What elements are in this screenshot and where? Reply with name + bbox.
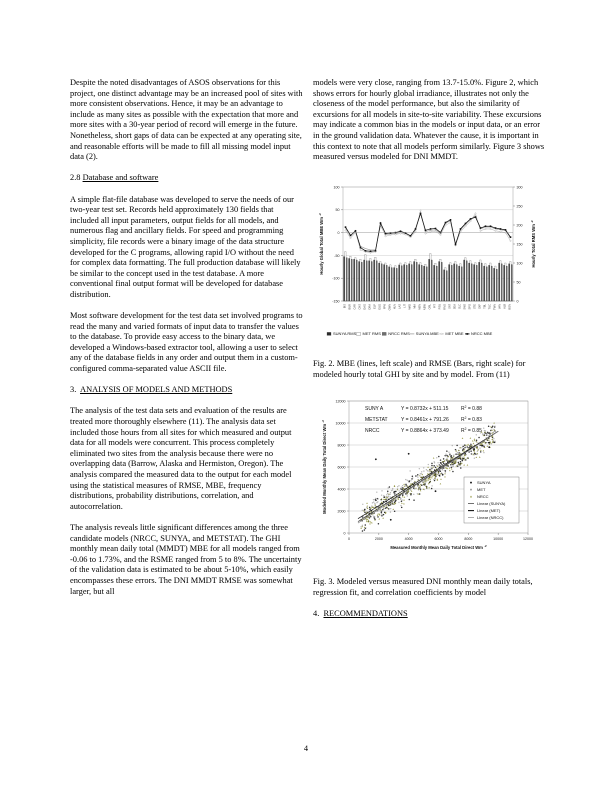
svg-text:NRCC MBE: NRCC MBE [471,331,493,337]
svg-text:NRCC: NRCC [365,428,380,435]
section-title: RECOMMENDATIONS [323,608,408,618]
svg-text:Linear (SUNYA): Linear (SUNYA) [477,501,506,507]
svg-text:SMS: SMS [463,304,467,310]
svg-text:MIA: MIA [413,304,417,309]
svg-text:6000: 6000 [337,465,346,470]
svg-text:SUNY A: SUNY A [365,406,384,413]
right-column [313,78,546,630]
left-column [70,78,303,608]
svg-text:SPO: SPO [468,304,472,310]
svg-text:DAG: DAG [363,304,367,310]
svg-text:PIT: PIT [433,304,437,309]
svg-text:4000: 4000 [404,537,413,542]
svg-text:250: 250 [516,204,523,209]
svg-text:MET MBE: MET MBE [445,331,464,337]
svg-text:12000: 12000 [523,537,533,542]
svg-text:150: 150 [516,242,523,247]
page-number: 4 [303,744,309,753]
svg-text:Linear (NRCC): Linear (NRCC) [477,515,504,521]
svg-text:R2 = 0.85: $R^2 = 0.85$ [461,427,482,435]
paragraph-analysis-2: The analysis reveals little significant differences among the three candidate models (NRCC, SUNYA, and METSTAT). The GHI monthly mean daily total (MMDT) MBE for all models ranged from -0.06 to 1.73%, and the RSME ranged from 5 to 8%. The uncertainty of the validation data is estimated to be about 5-10%, which easily encompasses these errors. The DNI MMDT RMSE was somewhat larger, but all [70,522,302,596]
svg-text:FPK: FPK [383,304,387,310]
svg-text:10000: 10000 [493,537,504,542]
section-number: 4. [313,608,320,618]
figure-3-chart [313,391,546,571]
svg-text:MET: MET [477,487,486,493]
svg-text:ORL: ORL [428,304,432,310]
svg-text:LIT: LIT [403,304,407,309]
svg-text:SXF: SXF [478,304,482,310]
svg-text:SLC: SLC [458,304,462,310]
svg-text:Linear (MET): Linear (MET) [477,508,501,514]
svg-text:ELP: ELP [373,304,377,310]
paragraph-models: models were very close, ranging from 13.7-15.0%. Figure 2, which shows errors for hourly global irradiance, illustrates not only the closeness of the model performance, but also the similarity of excursions for all models in site-to-site variability. These excursions may indicate a common bias in the models or input data, or an error in the ground validation data. Whatever the cause, it is important in this context to note that all models perform similarly. Figure 3 shows measured versus modeled for DNI MMDT. [313,78,545,162]
svg-text:DRA: DRA [368,304,372,310]
section-heading-4 [313,609,546,620]
svg-text:2000: 2000 [337,509,346,514]
paragraph-analysis-1: The analysis of the test data sets and evaluation of the results are treated more thoroughly elsewhere (11). The analysis data set included those hours from all sites for which measured and output data for all models were concurrent. This process completely eliminated two sites from the analysis because there were no overlapping data (Barrow, Alaska and Hermiston, Oregon). The analysis compared the measured data to the output for each model using the statistical measures of RMSE, MBE, frequency distributions, probability distributions, correlation, and autocorrelation. [70,406,292,511]
svg-text:HLN: HLN [393,304,397,310]
paragraph-software: Most software development for the test data set involved programs to read the many and varied formats of input data to transfer the values to the database. To provide easy access to the binary data, we developed a Windows-based extractor tool, allowing a user to select any of the database fields in any order and output them in a custom-configured comma-separated value ASCII file. [70,311,303,374]
svg-text:RNO: RNO [443,304,447,311]
figure-3 [313,391,546,571]
svg-text:VAN: VAN [498,304,502,310]
svg-text:8000: 8000 [464,537,473,542]
svg-text:TBL: TBL [483,304,487,310]
svg-text:LAS: LAS [398,304,402,310]
section-number: 2.8 [70,173,81,183]
svg-text:EUG: EUG [378,304,382,310]
svg-text:50: 50 [335,208,340,213]
svg-text:Y = 0.8461x + 791.26: Y = 0.8461x + 791.26 [401,417,449,424]
svg-text:PSU: PSU [438,304,442,310]
svg-text:Measured Monthly Mean Daily To: Measured Monthly Mean Daily Total Direct Wm $^{-2}$ [390,544,487,551]
svg-text:SAT: SAT [448,304,452,310]
svg-text:CAR: CAR [353,304,357,310]
svg-text:Hourly Global Total MBE Wm -2: Hourly Global Total MBE Wm $^{-2}$ [318,213,324,275]
svg-text:R2 = 0.83: $R^2 = 0.83$ [461,416,482,424]
svg-text:-150: -150 [332,299,340,304]
svg-text:NRCC RMS: NRCC RMS [388,331,410,337]
figure-2-caption: Fig. 2. MBE (lines, left scale) and RMSE (Bars, right scale) for modeled hourly total GHI by site and by model. From (11) [313,359,526,379]
svg-text:Y = 0.8732x + 511.15: Y = 0.8732x + 511.15 [401,406,449,413]
svg-text:SUNYA MBE: SUNYA MBE [415,331,439,337]
svg-text:SUNYA: SUNYA [477,480,491,486]
svg-text:NRCC: NRCC [477,494,489,500]
paragraph-asos: Despite the noted disadvantages of ASOS observations for this project, one distinct advantage may be an increased pool of sites with more consistent observations. Hence, it may be an advantage to include as many sites as possible with the expectation that more and more sites with a 30-year period of record will emerge in the future. Nonetheless, short gaps of data can be expected at any operating site, and reasonable efforts will be made to fill all missing model input data (2). [70,78,303,162]
svg-text:-50: -50 [334,254,340,259]
svg-text:0: 0 [343,531,346,536]
figure-2 [313,173,546,353]
svg-text:METSTAT: METSTAT [365,417,388,424]
svg-text:0: 0 [348,537,350,542]
svg-text:100: 100 [516,261,523,266]
section-heading-3 [70,385,303,396]
svg-text:Hourly Total RMS Wm -2: Hourly Total RMS Wm $^{-2}$ [530,220,536,268]
svg-text:Y = 0.8864x + 373.49: Y = 0.8864x + 373.49 [401,428,449,435]
svg-text:2000: 2000 [374,537,383,542]
svg-text:BIS: BIS [343,304,347,309]
svg-text:4000: 4000 [337,487,346,492]
svg-text:MET RMS: MET RMS [362,331,381,337]
svg-text:NEW: NEW [423,304,427,311]
section-heading-2-8 [70,173,303,184]
section-number: 3. [70,385,77,395]
svg-text:100: 100 [333,185,340,190]
svg-text:8000: 8000 [337,443,346,448]
svg-text:SEA: SEA [453,304,457,310]
svg-text:TWN: TWN [493,304,497,311]
figure-3-caption: Fig. 3. Modeled versus measured DNI monthly mean daily totals, regression fit, and correlation coefficients by model [313,577,533,597]
svg-text:TUC: TUC [488,304,492,310]
svg-text:GWN: GWN [388,304,392,311]
svg-text:12000: 12000 [335,399,346,404]
svg-text:CHS: CHS [358,304,362,310]
svg-text:-100: -100 [332,276,340,281]
svg-text:0: 0 [337,231,340,236]
svg-text:MAD: MAD [408,304,412,311]
svg-text:MSN: MSN [418,304,422,311]
figure-2-chart [313,173,546,353]
paragraph-database: A simple flat-file database was developed to serve the needs of our two-year test set. Records held approximately 130 fields that included all input parameters, output fields for all models, and numerous flag and ancillary fields. For speed and programming simplicity, file records were a binary image of the data structure developed for the C programs, allowing rapid I/O without the need for complex data formatting. The full production database will likely be similar to the concept used in the test database. A more conventional final output format will be developed for database distribution. [70,194,301,299]
section-title: Database and software [82,173,159,183]
svg-text:ALB: ALB [503,304,507,310]
svg-text:200: 200 [516,223,523,228]
svg-text:BUR: BUR [348,304,352,310]
svg-text:50: 50 [516,280,521,285]
svg-text:Modeled Monthly Mean Daily Tot: Modeled Monthly Mean Daily Total Direct Wm $^{-2}$ [321,420,327,514]
section-title: ANALYSIS OF MODELS AND METHODS [80,385,233,395]
svg-text:BON: BON [508,304,512,310]
svg-text:10000: 10000 [335,421,346,426]
svg-text:300: 300 [516,185,523,190]
svg-text:6000: 6000 [434,537,443,542]
svg-text:R2 = 0.88: $R^2 = 0.88$ [461,405,482,413]
svg-text:0: 0 [516,299,519,304]
svg-text:SUNYA RMS: SUNYA RMS [333,331,357,337]
svg-text:STE: STE [473,304,477,310]
